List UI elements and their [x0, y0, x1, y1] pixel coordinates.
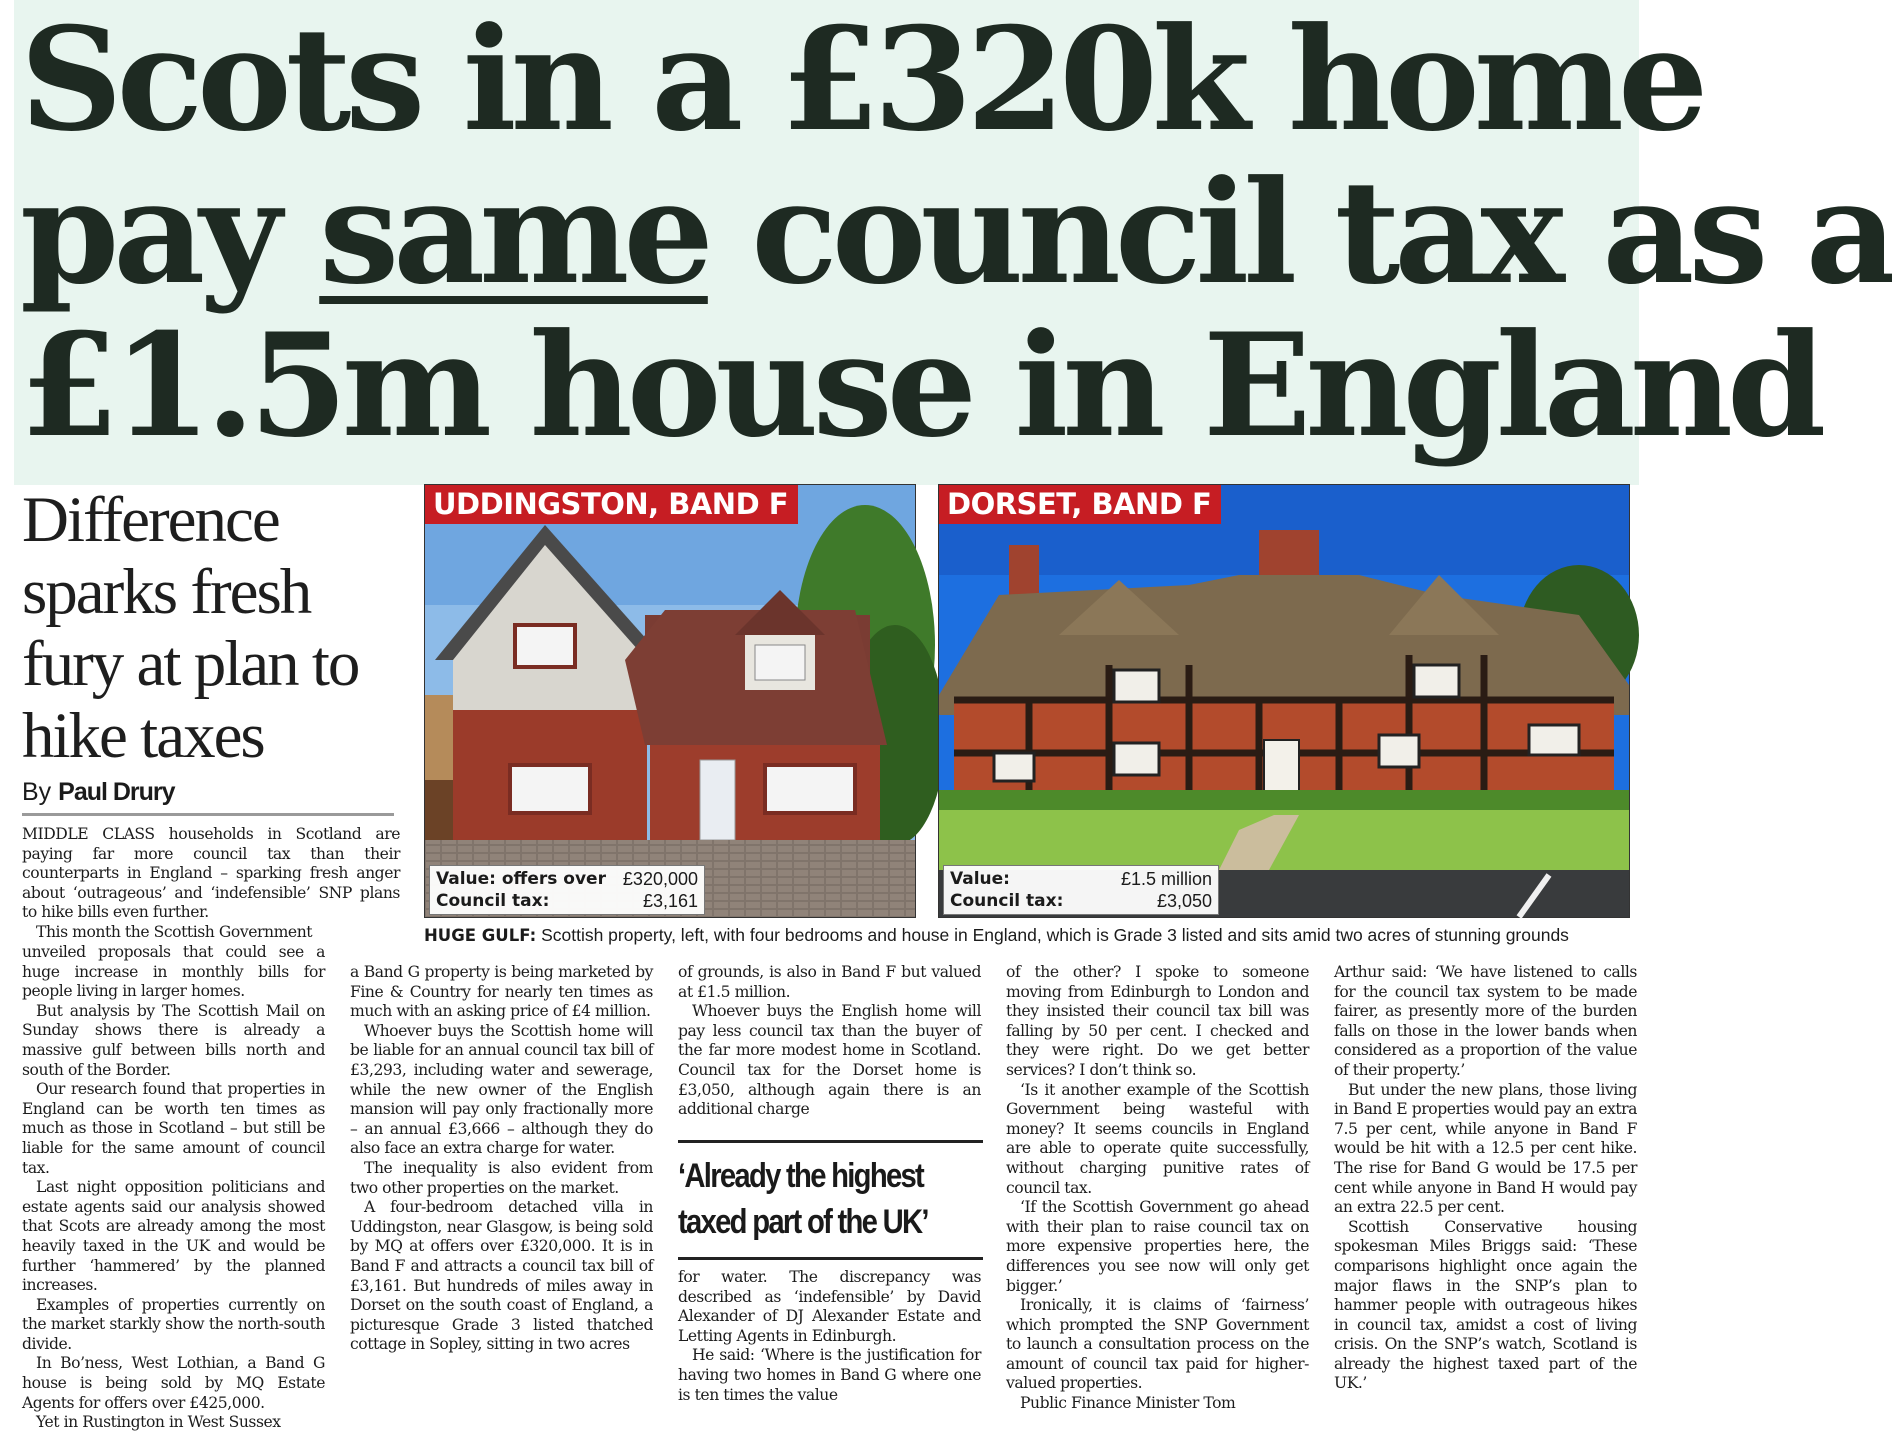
- uddingston-value-label: Value: offers over: [436, 869, 606, 889]
- paragraph: This month the Scottish Government: [36, 922, 313, 941]
- paragraph: But under the new plans, those living in Band E properties would pay an extra 7.5 per cent, while anyone in Band F would be hit with a 12.5 per cent hike. The rise for Band G would be 17.5 per cent while anyone in Band H would pay an extra 22.5 per cent.: [1334, 1080, 1637, 1217]
- paragraph: But analysis by The Scottish Mail on Sunday shows there is already a massive gulf between bills north and south of the Border.: [22, 1001, 325, 1079]
- byline-author: Paul Drury: [58, 778, 175, 806]
- paragraph: MIDDLE CLASS households in Scotland are paying far more council tax than their counterparts in England – sparking fresh anger about ‘outrageous’ and ‘indefensible’ SNP plans to hike bills even further.: [22, 825, 400, 922]
- uddingston-house-photo: [424, 484, 916, 918]
- body-column-2: [350, 963, 653, 1355]
- uddingston-band-tag: UDDINGSTON, BAND F: [425, 485, 798, 524]
- uddingston-house-illustration: [425, 485, 915, 917]
- paragraph: Whoever buys the Scottish home will be liable for an annual council tax bill of £3,293, including water and sewerage, while the new owner of the English mansion will pay only fractionally more – an annual £3,666 – although they do also face an extra charge for water.: [350, 1021, 653, 1158]
- dorset-cottage-illustration: [939, 485, 1629, 917]
- paragraph: A four-bedroom detached villa in Uddingston, near Glasgow, is being sold by MQ at offers over £320,000. It is in Band F and attracts a council tax bill of £3,161. But hundreds of miles away in Dorset on the south coast of England, a picturesque Grade 3 listed thatched cottage in Sopley, sitting in two acres: [350, 1198, 653, 1354]
- body-column-1-top: [22, 825, 400, 943]
- body-column-3-bottom: [678, 1268, 981, 1405]
- dorset-cottage-photo: [938, 484, 1630, 918]
- dorset-info-box: [943, 865, 1219, 915]
- uddingston-value: £320,000: [622, 869, 698, 889]
- headline-underlined-word: same: [319, 150, 708, 316]
- paragraph: Scottish Conservative housing spokesman Miles Briggs said: ‘These comparisons highlight once again the major flaws in the SNP’s plan to hammer people with outrageous hikes in council tax, amidst a cost of living crisis. On the SNP’s watch, Scotland is already the highest taxed part of the UK.’: [1334, 1217, 1637, 1393]
- paragraph: unveiled proposals that could see a huge increase in monthly bills for people living in larger homes.: [22, 943, 325, 1001]
- subheadline: Difference sparks fresh fury at plan to hike taxes: [22, 484, 359, 772]
- caption-text: Scottish property, left, with four bedrooms and house in England, which is Grade 3 listed and sits amid two acres of stunning grounds: [536, 925, 1569, 945]
- dorset-tax: £3,050: [1156, 891, 1212, 911]
- paragraph: He said: ‘Where is the justification for having two homes in Band G where one is ten times the value: [678, 1346, 981, 1404]
- headline-line-2-start: pay: [20, 150, 320, 316]
- paragraph: a Band G property is being marketed by Fine & Country for nearly ten times as much with an asking price of £4 million.: [350, 963, 653, 1021]
- paragraph: The inequality is also evident from two other properties on the market.: [350, 1158, 653, 1197]
- pull-quote-line-2: taxed part of the UK’: [678, 1203, 928, 1241]
- dorset-value-label: Value:: [950, 869, 1010, 889]
- headline-line-2-end: council tax as a: [707, 150, 1892, 316]
- paragraph: ‘Is it another example of the Scottish Government being wasteful with money? It seems councils in England are able to operate quite successfully, without charging punitive rates of council tax.: [1006, 1080, 1309, 1197]
- dorset-tax-label: Council tax:: [950, 891, 1064, 911]
- headline: [20, 0, 1892, 469]
- headline-line-3: £1.5m house in England: [20, 303, 1821, 469]
- paragraph: Our research found that properties in England can be worth ten times as much as those in Scotland – but still be liable for the same amount of council tax.: [22, 1080, 325, 1177]
- paragraph: ‘If the Scottish Government go ahead with their plan to raise council tax on more expensive properties here, the differences you see now will only get bigger.’: [1006, 1198, 1309, 1295]
- body-column-3-top: [678, 963, 981, 1120]
- headline-line-1: Scots in a £320k home: [20, 0, 1703, 163]
- dorset-band-tag: DORSET, BAND F: [939, 485, 1221, 524]
- caption-lead: HUGE GULF:: [424, 926, 537, 945]
- dorset-value: £1.5 million: [1120, 869, 1212, 889]
- photo-caption: [424, 925, 1634, 946]
- body-column-4: [1006, 963, 1309, 1414]
- byline: [22, 778, 394, 816]
- paragraph: Examples of properties currently on the market starkly show the north-south divide.: [22, 1295, 325, 1353]
- paragraph: of the other? I spoke to someone moving from Edinburgh to London and they insisted their council tax bill was falling by 50 per cent. I checked and they were right. Do we get better services? I don’t think so.: [1006, 963, 1309, 1079]
- paragraph: Arthur said: ‘We have listened to calls for the council tax system to be made fairer, as presently more of the burden falls on those in the lower bands when considered as a proportion of the value of their property.’: [1334, 963, 1637, 1079]
- byline-prefix: By: [22, 778, 52, 806]
- paragraph: Public Finance Minister Tom: [1020, 1394, 1236, 1413]
- pull-quote: [678, 1140, 983, 1260]
- paragraph: of grounds, is also in Band F but valued at £1.5 million.: [678, 963, 981, 1001]
- paragraph: Whoever buys the English home will pay less council tax than the buyer of the far more modest home in Scotland. Council tax for the Dorset home is £3,050, although again there is an additional charge: [678, 1002, 981, 1119]
- paragraph: Yet in Rustington in West Sussex: [36, 1413, 281, 1432]
- pull-quote-line-1: ‘Already the highest: [678, 1157, 924, 1195]
- body-column-5: [1334, 963, 1637, 1394]
- paragraph: Last night opposition politicians and estate agents said our analysis showed that Scots are already among the most heavily taxed in the UK and would be further ‘hammered’ by the planned increases.: [22, 1178, 325, 1295]
- paragraph: In Bo’ness, West Lothian, a Band G house is being sold by MQ Estate Agents for offers over £425,000.: [22, 1354, 325, 1412]
- paragraph: Ironically, it is claims of ‘fairness’ which prompted the SNP Government to launch a consultation process on the amount of council tax paid for higher-valued properties.: [1006, 1296, 1309, 1393]
- body-column-1-bottom: [22, 943, 325, 1433]
- uddingston-tax: £3,161: [642, 891, 698, 911]
- uddingston-info-box: [429, 865, 705, 915]
- uddingston-tax-label: Council tax:: [436, 891, 550, 911]
- paragraph: for water. The discrepancy was described as ‘indefensible’ by David Alexander of DJ Alexander Estate and Letting Agents in Edinburgh.: [678, 1268, 981, 1345]
